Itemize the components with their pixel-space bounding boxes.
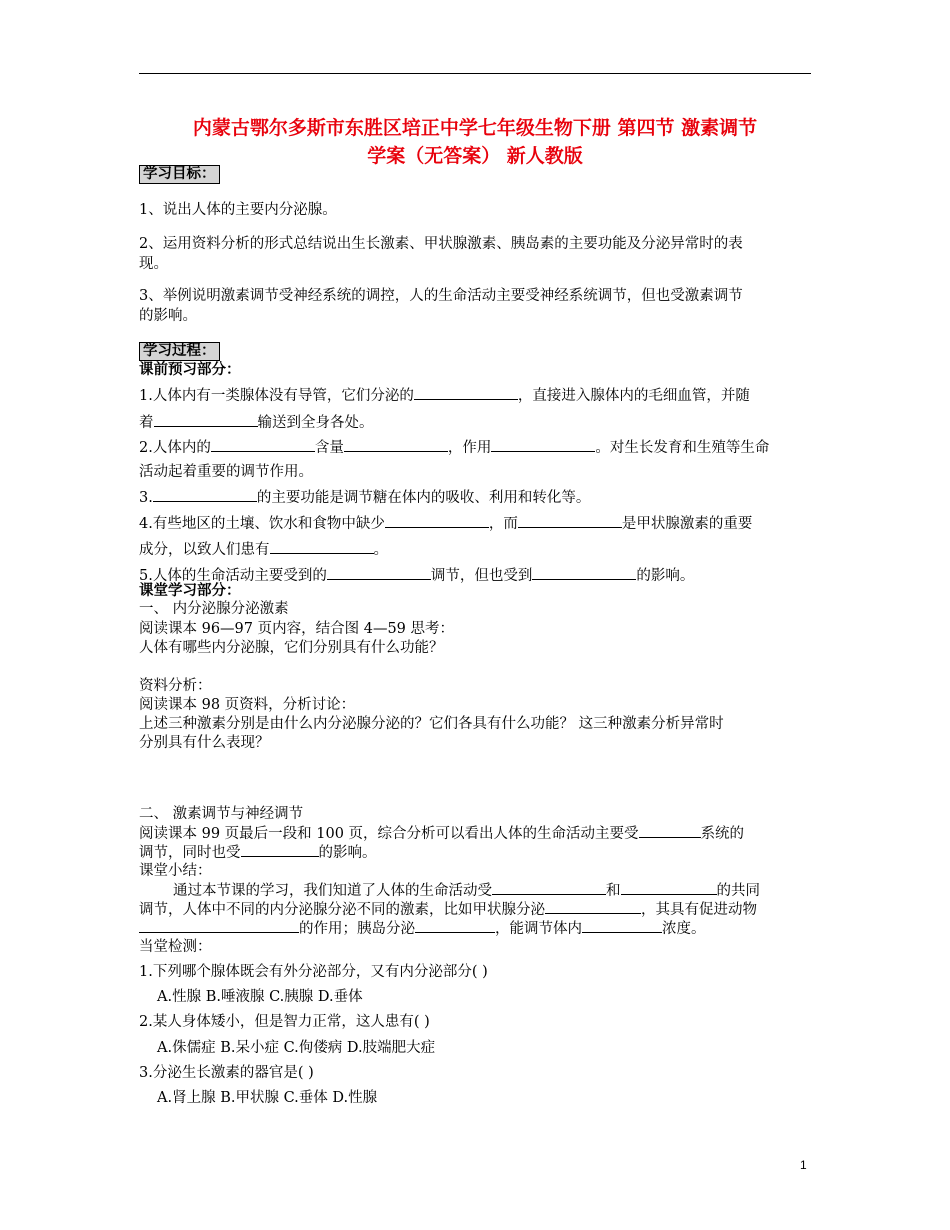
section-1-question: 人体有哪些内分泌腺，它们分别具有什么功能？ xyxy=(139,640,444,656)
text: 调节，人体中不同的内分泌腺分泌不同的激素，比如甲状腺分泌 xyxy=(139,902,545,918)
text: 的影响。 xyxy=(318,845,377,861)
answer-blank xyxy=(415,917,495,933)
text: 4.有些地区的土壤、饮水和食物中缺少 xyxy=(139,516,385,532)
preview-heading: 课前预习部分： xyxy=(139,362,241,378)
answer-blank xyxy=(270,538,374,554)
goal-3-line-2: 的影响。 xyxy=(139,308,197,324)
text: 的作用；胰岛分泌 xyxy=(299,921,415,937)
answer-blank xyxy=(492,879,606,895)
goal-1: 1、说出人体的主要内分泌腺。 xyxy=(139,202,337,218)
text: 的主要功能是调节糖在体内的吸收、利用和转化等。 xyxy=(256,490,591,506)
title-line-1: 内蒙古鄂尔多斯市东胜区培正中学七年级生物下册 第四节 激素调节 xyxy=(192,117,758,139)
answer-blank xyxy=(139,917,299,933)
page-number: 1 xyxy=(800,1158,807,1172)
text: 的影响。 xyxy=(636,568,695,584)
text: 5.人体的生命活动主要受到的 xyxy=(139,568,327,584)
answer-blank xyxy=(385,512,489,528)
answer-blank xyxy=(518,512,622,528)
preview-q4-line-1 xyxy=(139,512,814,535)
goals-heading: 学习目标： xyxy=(139,165,220,184)
test-question-2-options: A.侏儒症 B.呆小症 C.佝偻病 D.肢端肥大症 xyxy=(157,1040,436,1056)
text: 浓度。 xyxy=(662,921,706,937)
test-question-3-options: A.肾上腺 B.甲状腺 C.垂体 D.性腺 xyxy=(157,1090,378,1106)
text: ，其具有促进动物 xyxy=(641,902,757,918)
preview-q1-line-1 xyxy=(139,384,814,407)
text: 含量 xyxy=(314,440,344,456)
text: 系统的 xyxy=(700,826,745,842)
answer-blank xyxy=(344,436,448,452)
answer-blank xyxy=(414,384,518,400)
text: 。 xyxy=(373,542,388,558)
section-2-title: 二、 激素调节与神经调节 xyxy=(139,806,304,822)
summary-title: 课堂小结： xyxy=(139,863,212,879)
text: 着 xyxy=(139,415,154,431)
test-title: 当堂检测： xyxy=(139,939,212,955)
process-heading: 学习过程： xyxy=(139,342,220,361)
data-analysis-title: 资料分析： xyxy=(139,678,212,694)
preview-q2-line-1 xyxy=(139,436,814,459)
text: 。对生长发育和生殖等生命 xyxy=(595,440,770,456)
data-analysis-reading: 阅读课本 98 页资料，分析讨论： xyxy=(139,697,356,713)
answer-blank xyxy=(154,411,258,427)
preview-q3 xyxy=(139,486,814,509)
goal-2-line-2: 现。 xyxy=(139,256,168,272)
text: 输送到全身各处。 xyxy=(257,415,374,431)
section-1-title: 一、 内分泌腺分泌激素 xyxy=(139,601,289,617)
preview-q1-line-2 xyxy=(139,411,814,434)
answer-blank xyxy=(327,564,431,580)
text: ，直接进入腺体内的毛细血管，并随 xyxy=(517,388,750,404)
answer-blank xyxy=(621,879,717,895)
text: 3. xyxy=(139,490,153,506)
text: ，作用 xyxy=(447,440,492,456)
section-1-reading: 阅读课本 96—97 页内容，结合图 4—59 思考： xyxy=(139,621,455,637)
preview-q4-line-2 xyxy=(139,538,814,561)
text: 的共同 xyxy=(716,883,760,899)
text: 1.人体内有一类腺体没有导管，它们分泌的 xyxy=(139,388,414,404)
text: 是甲状腺激素的重要 xyxy=(621,516,753,532)
answer-blank xyxy=(241,841,319,857)
test-question-3: 3.分泌生长激素的器官是( ) xyxy=(139,1065,314,1081)
goal-3-line-1: 3、举例说明激素调节受神经系统的调控，人的生命活动主要受神经系统调节，但也受激素调节 xyxy=(139,288,743,304)
data-analysis-question-2: 分别具有什么表现？ xyxy=(139,735,270,751)
text: 和 xyxy=(606,883,621,899)
answer-blank xyxy=(545,898,641,914)
data-analysis-question-1: 上述三种激素分别是由什么内分泌腺分泌的？它们各具有什么功能？ 这三种激素分析异常时 xyxy=(139,716,724,732)
text: 通过本节课的学习，我们知道了人体的生命活动受 xyxy=(173,883,492,899)
class-heading: 课堂学习部分： xyxy=(139,583,241,599)
text: 调节，同时也受 xyxy=(139,845,241,861)
test-question-1-options: A.性腺 B.唾液腺 C.胰腺 D.垂体 xyxy=(157,989,363,1005)
text: 成分，以致人们患有 xyxy=(139,542,270,558)
text: 阅读课本 99 页最后一段和 100 页，综合分析可以看出人体的生命活动主要受 xyxy=(139,826,639,842)
text: ，能调节体内 xyxy=(495,921,582,937)
answer-blank xyxy=(153,486,257,502)
answer-blank xyxy=(532,564,636,580)
goal-2-line-1: 2、运用资料分析的形式总结说出生长激素、甲状腺激素、胰岛素的主要功能及分泌异常时的表 xyxy=(139,236,743,252)
title-line-2: 学案（无答案） 新人教版 xyxy=(367,145,583,167)
answer-blank xyxy=(582,917,662,933)
test-question-2: 2.某人身体矮小，但是智力正常，这人患有( ) xyxy=(139,1014,430,1030)
document-title xyxy=(139,114,811,170)
preview-q2-line-2: 活动起着重要的调节作用。 xyxy=(139,464,313,480)
test-question-1: 1.下列哪个腺体既会有外分泌部分，又有内分泌部分( ) xyxy=(139,964,488,980)
text: 调节，但也受到 xyxy=(430,568,533,584)
answer-blank xyxy=(639,822,701,838)
answer-blank xyxy=(211,436,315,452)
answer-blank xyxy=(491,436,595,452)
text: ，而 xyxy=(488,516,518,532)
text: 2.人体内的 xyxy=(139,440,211,456)
header-rule xyxy=(139,73,811,74)
